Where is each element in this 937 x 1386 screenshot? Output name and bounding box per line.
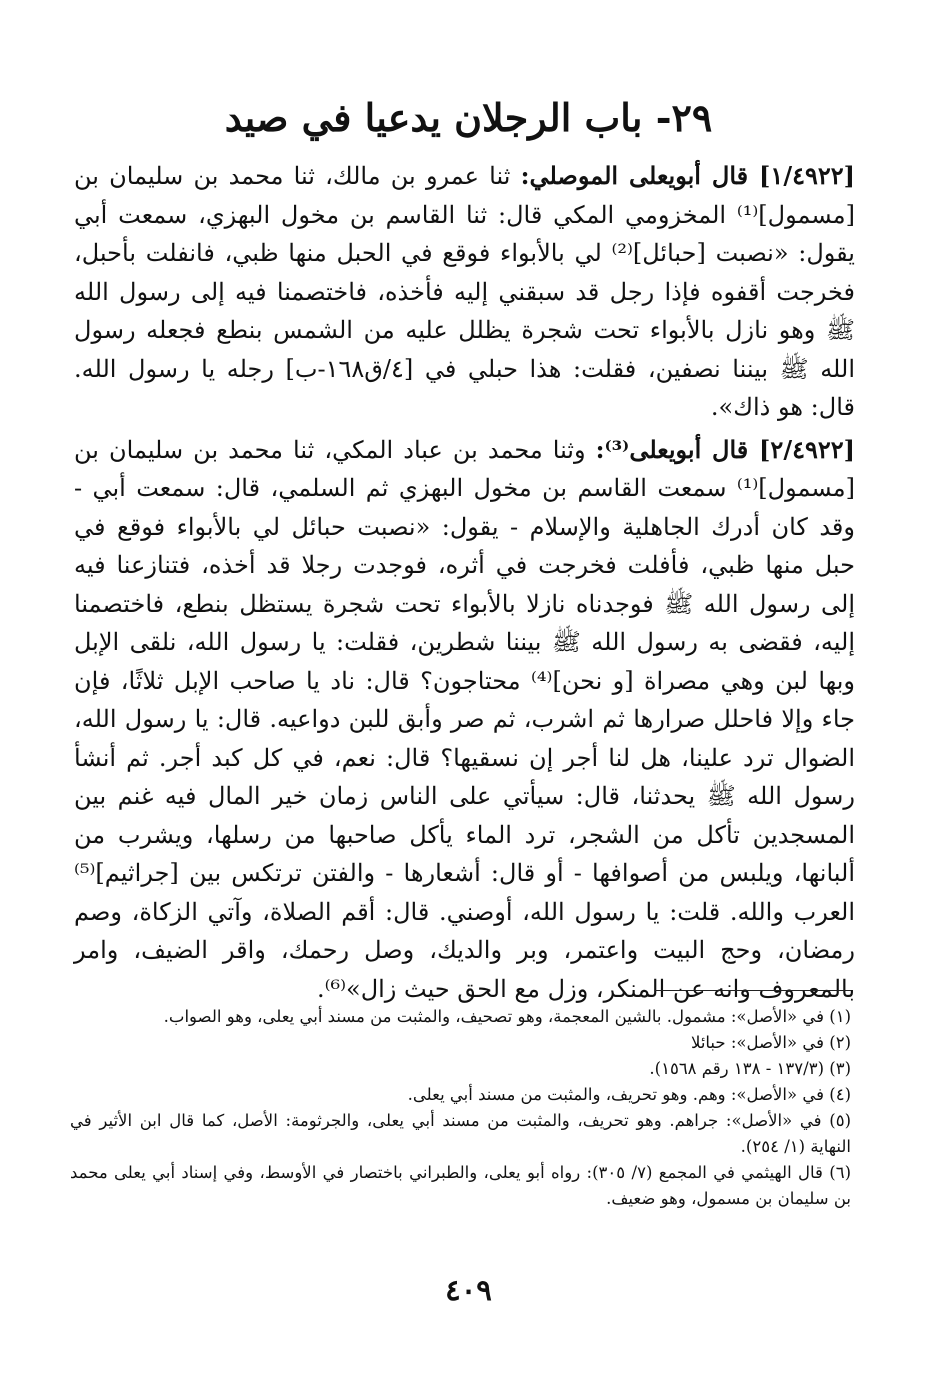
chapter-title: ٢٩- باب الرجلان يدعيا في صيد [224, 95, 713, 140]
footnotes [70, 1004, 851, 1212]
hadith-lead-1: [١/٤٩٢٢] قال أبويعلى الموصلي: [520, 161, 855, 190]
hadith-lead-2: [٢/٤٩٢٢] قال أبويعلى⁽³⁾: [595, 434, 855, 464]
footnote-6: (٦) قال الهيثمي في المجمع (٧/ ٣٠٥): رواه أبو يعلى، والطبراني باختصار في الأوسط، وفي إسناد أبي يعلى محمد بن سليمان بن مسمول، وهو ضعيف. [70, 1163, 852, 1208]
hadith-paragraph-2 [74, 431, 855, 1009]
footnote-5: (٥) في «الأصل»: جراهم. وهو تحريف، والمثبت من مسند أبي يعلى، والجرثومة: الأصل، كما قال ابن الأثير في النهاية (١/ ٢٥٤). [70, 1111, 851, 1156]
footnote-3: (٣) (١٣٧/٣ - ١٣٨ رقم ١٥٦٨). [649, 1059, 851, 1078]
footnote-divider [655, 990, 851, 991]
hadith-text-2: وثنا محمد بن عباد المكي، ثنا محمد بن سليمان بن [مسمول]⁽¹⁾ سمعت القاسم بن مخول البهزي ثم السلمي، قال: سمعت أبي - وقد كان أدرك الجاهلية والإسلام - يقول: «نصبت حبائل لي بالأبواء فوقع في حبل منها ظبي، فأفلت فخرجت في أثره، فوجدت رجلا قد أخذه، فتنازعنا فيه إلى رسول الله ﷺ فوجدناه نازلا بالأبواء تحت شجرة يستظل بنطع، فاختصمنا إليه، فقضى به رسول الله ﷺ بيننا شطرين، فقلت: يا رسول الله، نلقى الإبل وبها لبن وهي مصراة [و نحن]⁽⁴⁾ محتاجون؟ قال: ناد يا صاحب الإبل ثلاثًا، فإن جاء وإلا فاحلل صرارها ثم اشرب، ثم صر وأبق للبن دواعيه. قال: يا رسول الله، الضوال ترد علينا، هل لنا أجر إن نسقيها؟ قال: نعم، في كل كبد أجر. ثم أنشأ رسول الله ﷺ يحدثنا، قال: سيأتي على الناس زمان خير المال فيه غنم بين المسجدين تأكل من الشجر، ترد الماء يأكل صاحبها من رسلها، ويشرب من ألبانها، ويلبس من أصوافها - أو قال: أشعارها - والفتن ترتكس بين [جراثيم]⁽⁵⁾ العرب والله. قلت: يا رسول الله، أوصني. قال: أقم الصلاة، وآتي الزكاة، وصم رمضان، وحج البيت واعتمر، وبر والديك، وصل رحمك، واقر الضيف، وامر بالمعروف وانه عن المنكر، وزل مع الحق حيث زال»⁽⁶⁾. [74, 435, 856, 1003]
hadith-text-1: ثنا عمرو بن مالك، ثنا محمد بن سليمان بن [مسمول]⁽¹⁾ المخزومي المكي قال: ثنا القاسم بن مخول البهزي، سمعت أبي يقول: «نصبت [حبائل]⁽²⁾ لي بالأبواء فوقع في الحبل منها ظبي، فانفلت بأحبل، فخرجت أقفوه فإذا رجل قد سبقني إليه فأخذه، فاختصمنا فيه إلى رسول الله ﷺ وهو نازل بالأبواء تحت شجرة يظلل عليه من الشمس بنطع فجعله رسول الله ﷺ بيننا نصفين، فقلت: هذا حبلي في [٤/ق١٦٨-ب] رجله يا رسول الله. قال: هو ذاك». [74, 162, 855, 421]
footnote-4: (٤) في «الأصل»: وهم. وهو تحريف، والمثبت من مسند أبي يعلى. [407, 1085, 851, 1104]
page-number: ٤٠٩ [445, 1273, 492, 1307]
footnote-1: (١) في «الأصل»: مشمول. بالشين المعجمة، وهو تصحيف، والمثبت من مسند أبي يعلى، وهو الصواب. [163, 1007, 851, 1026]
footnote-2: (٢) في «الأصل»: حبائلا [690, 1033, 851, 1052]
hadith-paragraph-1 [74, 157, 855, 427]
main-text-body [74, 157, 855, 1008]
